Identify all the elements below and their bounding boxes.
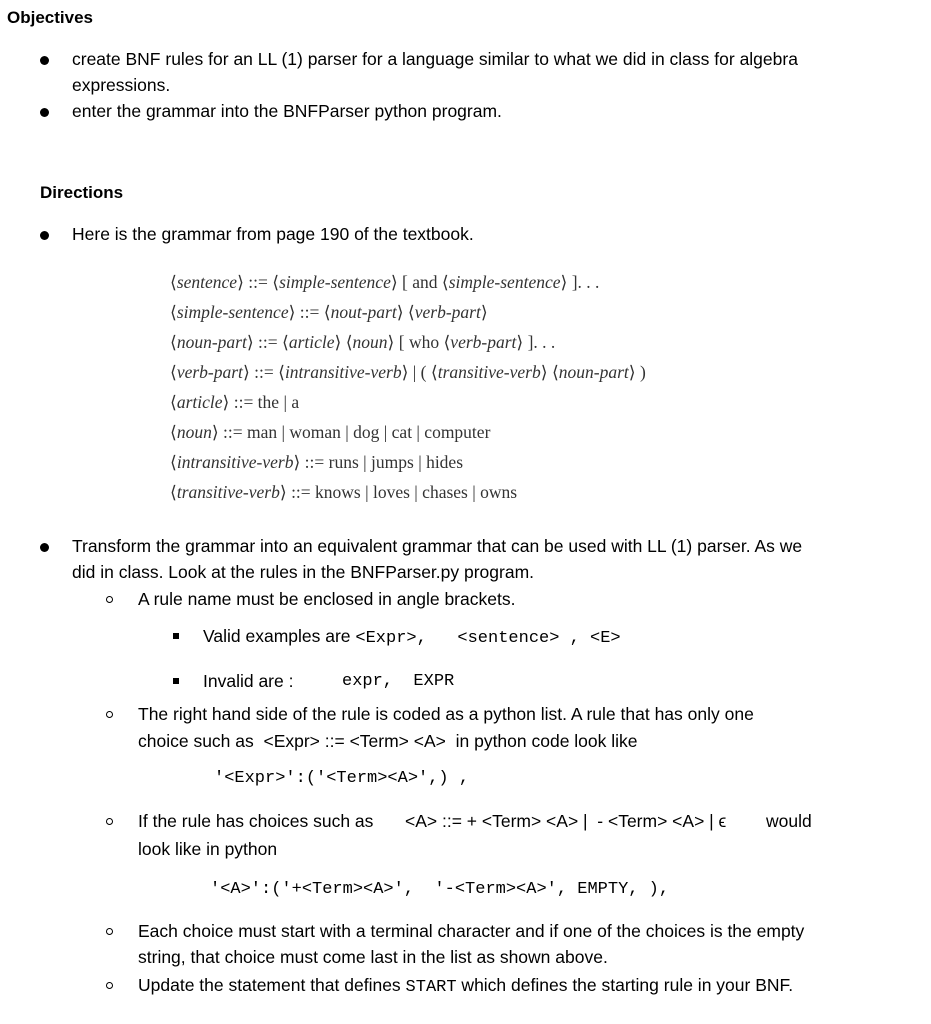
- grammar-symbols: | (: [408, 362, 431, 382]
- grammar-nonterminal: ⟨verb-part⟩: [443, 332, 524, 352]
- grammar-rule-lhs: ⟨verb-part⟩: [170, 362, 255, 382]
- grammar-symbols: ::=: [254, 362, 279, 382]
- choices-line2: look like in python: [138, 839, 278, 859]
- bullet: [40, 108, 49, 117]
- circle-bullet: [106, 818, 113, 825]
- choices-line1: If the rule has choices such as: [138, 811, 374, 831]
- grammar-rule: [170, 422, 490, 443]
- grammar-nonterminal: ⟨noun-part⟩: [551, 362, 636, 382]
- grammar-rule-lhs: ⟨intransitive-verb⟩: [170, 452, 305, 472]
- grammar-nonterminal: ⟨article⟩: [282, 332, 342, 352]
- grammar-symbols: ::= the | a: [233, 392, 300, 412]
- grammar-symbols: ::=: [258, 332, 282, 352]
- grammar-rule: [170, 362, 646, 383]
- rhs-line2: choice such as <Expr> ::= <Term> <A> in python code look like: [138, 731, 638, 751]
- objectives-heading: Objectives: [7, 8, 93, 27]
- grammar-symbols: ::=: [248, 272, 273, 292]
- update-start-text: [138, 972, 793, 1001]
- valid-label: Valid examples are: [203, 626, 356, 646]
- grammar-symbols: ::= knows | loves | chases | owns: [291, 482, 518, 502]
- invalid-codes: expr, EXPR: [342, 672, 455, 691]
- grammar-rule: [170, 482, 517, 503]
- circle-bullet: [106, 596, 113, 603]
- rhs-line1: The right hand side of the rule is coded as a python list. A rule that has only one: [138, 704, 754, 724]
- choices-would: would: [766, 811, 812, 831]
- bullet: [40, 231, 49, 240]
- grammar-rule-lhs: ⟨article⟩: [170, 392, 234, 412]
- transform-line1: Transform the grammar into an equivalent grammar that can be used with LL (1) parser. As we: [72, 536, 803, 556]
- grammar-rule: [170, 452, 463, 473]
- rule-name-text: A rule name must be enclosed in angle brackets.: [138, 589, 516, 609]
- grammar-nonterminal: ⟨nout-part⟩: [323, 302, 404, 322]
- grammar-symbols: [ who: [394, 332, 444, 352]
- grammar-symbols: ]. . .: [567, 272, 600, 292]
- update-post: which defines the starting rule in your BNF.: [456, 975, 794, 995]
- circle-bullet: [106, 711, 113, 718]
- transform-line2: did in class. Look at the rules in the BNFParser.py program.: [72, 562, 535, 582]
- grammar-nonterminal: ⟨simple-sentence⟩: [272, 272, 398, 292]
- objective-1-line1: create BNF rules for an LL (1) parser for a language similar to what we did in class for algebra: [72, 49, 798, 69]
- grammar-rule-lhs: ⟨simple-sentence⟩: [170, 302, 300, 322]
- grammar-symbols: [ and: [397, 272, 442, 292]
- grammar-symbols: ]. . .: [523, 332, 556, 352]
- directions-intro: Here is the grammar from page 190 of the textbook.: [72, 224, 474, 244]
- valid-examples: [203, 623, 621, 652]
- grammar-nonterminal: ⟨transitive-verb⟩: [430, 362, 548, 382]
- circle-bullet: [106, 982, 113, 989]
- grammar-rule-lhs: ⟨noun⟩: [170, 422, 224, 442]
- grammar-rule: [170, 272, 599, 293]
- directions-heading: Directions: [40, 183, 124, 202]
- bullet: [40, 56, 49, 65]
- grammar-nonterminal: ⟨intransitive-verb⟩: [278, 362, 409, 382]
- code-example-2: '<A>':('+<Term><A>', '-<Term><A>', EMPTY, ),: [210, 880, 670, 899]
- grammar-symbols: ::= runs | jumps | hides: [304, 452, 464, 472]
- objective-1-line2: expressions.: [72, 75, 171, 95]
- terminal-line1: Each choice must start with a terminal character and if one of the choices is the empty: [138, 921, 805, 941]
- valid-codes: <Expr>, <sentence> , <E>: [355, 629, 621, 648]
- circle-bullet: [106, 928, 113, 935]
- grammar-rule-lhs: ⟨sentence⟩: [170, 272, 249, 292]
- start-code: START: [405, 978, 457, 997]
- square-bullet: [173, 678, 179, 684]
- bullet: [40, 543, 49, 552]
- update-pre: Update the statement that defines: [138, 975, 406, 995]
- grammar-nonterminal: ⟨noun⟩: [345, 332, 395, 352]
- grammar-nonterminal: ⟨simple-sentence⟩: [441, 272, 568, 292]
- square-bullet: [173, 633, 179, 639]
- grammar-rule-lhs: ⟨noun-part⟩: [170, 332, 259, 352]
- grammar-nonterminal: ⟨verb-part⟩: [407, 302, 488, 322]
- grammar-rule: [170, 302, 488, 323]
- grammar-rule-lhs: ⟨transitive-verb⟩: [170, 482, 292, 502]
- invalid-label: Invalid are :: [203, 671, 294, 691]
- grammar-symbols: ::= man | woman | dog | cat | computer: [223, 422, 491, 442]
- code-example-1: '<Expr>':('<Term><A>',) ,: [214, 769, 470, 788]
- choices-rule: <A> ::= + <Term> <A> | - <Term> <A> | ϵ: [405, 811, 727, 831]
- grammar-rule: [170, 332, 555, 353]
- terminal-line2: string, that choice must come last in the list as shown above.: [138, 947, 608, 967]
- grammar-symbols: ): [635, 362, 646, 382]
- objective-2: enter the grammar into the BNFParser python program.: [72, 101, 502, 121]
- grammar-rule: [170, 392, 299, 413]
- grammar-symbols: ::=: [299, 302, 324, 322]
